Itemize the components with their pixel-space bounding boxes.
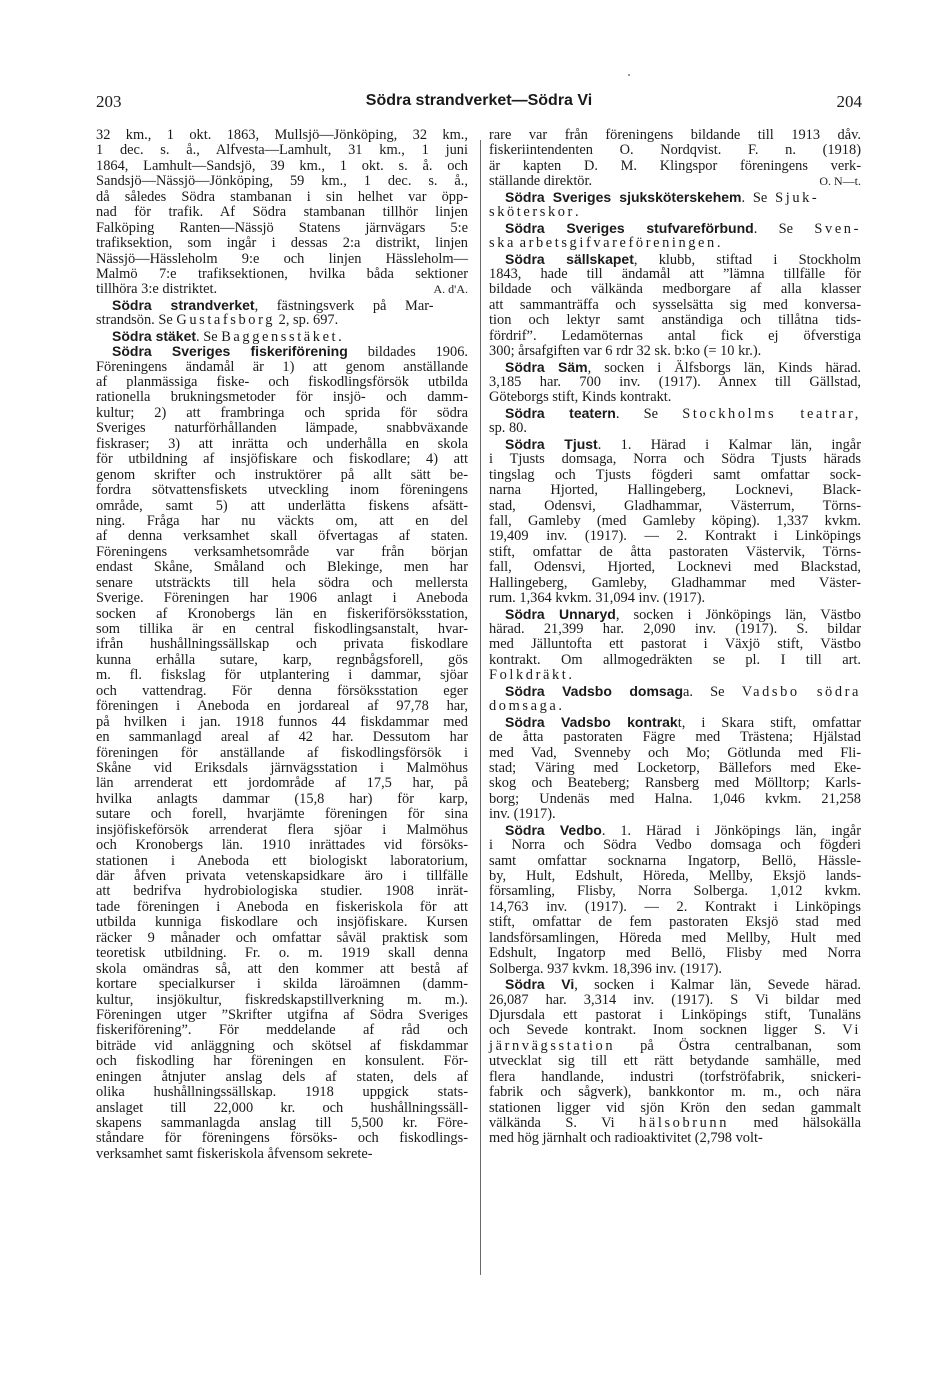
- right-column-text-line: rum. 1,364 kvkm. 31,094 inv. (1917).: [489, 590, 706, 607]
- page-header: [96, 92, 862, 118]
- page-number-left: 203: [96, 92, 122, 111]
- left-column-text-line: kortare specialkurser i skilda läroämnen (damm-: [96, 976, 468, 993]
- right-column-text-line: med hög järnhalt och radioaktivitet (2,798 volt-: [489, 1130, 763, 1147]
- left-column-text-line: Malmö 7:e trafiksektionen, hvilka båda sektioner: [96, 265, 468, 282]
- left-column-text-line: tade föreningen i Aneboda en fiskeriskola för att: [96, 898, 468, 915]
- left-column-text-line: Föreningens verksamhetsområde var från början: [96, 543, 468, 560]
- left-column-text-line: sutare och forell, hvarjämte föreningen för sina: [96, 806, 468, 823]
- left-column-text-line: m. fl. fiskslag för utplantering i dammar, sjöar: [96, 667, 468, 684]
- right-column-text-line: Södra Vi, socken i Kalmar län, Sevede härad.: [505, 976, 861, 994]
- right-column-text-line: sp. 80.: [489, 420, 527, 437]
- right-column-text-line: Hallingeberg, Gamleby, Gladhammar med Väster-: [489, 574, 861, 591]
- right-column-text-line: stift, omfattar de åtta pastoraten Västervik, Törns-: [489, 543, 861, 560]
- right-column-text-line: Edshult, Ingatorp med Bellö, Flisby med Norra: [489, 945, 861, 962]
- right-column-text-line: Södra Vadsbo domsaga. Se Vadsbo södra: [505, 682, 861, 700]
- left-column-text-line: tillhöra 3:e distriktet. A. d'A.: [96, 281, 468, 298]
- left-column-text-line: skapens sammanlagda anslag till 5,500 kr. Före-: [96, 1115, 468, 1131]
- left-column-text-line: anslaget till 22,000 kr. och hushållningssäll-: [96, 1099, 468, 1116]
- cross-reference: domsaga: [489, 698, 559, 715]
- right-column-text-line: Djursdala ett pastorat i Linköpings stift, Tunaläns: [489, 1006, 861, 1023]
- left-column-text-line: fiskraser; 3) att inrätta och underhålla en skola: [96, 435, 468, 452]
- right-column-text-line: 26,087 har. 3,314 inv. (1917). S Vi bildar med: [489, 991, 861, 1008]
- left-column-text-line: hvilka anlagts dammar (15,8 har) för karp,: [96, 790, 468, 807]
- right-column-text-line: fall, Gamleby (med Gamleby köping). 1,337 kvkm.: [489, 512, 861, 529]
- left-column-text-line: och Kronobergs län. 1910 inrättades vid försöks-: [96, 837, 468, 854]
- left-column-text-line: ifrån hushållningssällskap och privata fiskodlare: [96, 636, 468, 653]
- left-column-text-line: Föreningens ändamål är 1) att genom anställande: [96, 358, 468, 375]
- cross-reference: Folkdräkt: [489, 667, 569, 684]
- left-column-text-line: som tillika är en central fiskodlingsanstalt, hvar-: [96, 621, 468, 637]
- left-column-text-line: strandsön. Se Gustafsborg 2, sp. 697.: [96, 312, 339, 329]
- left-column-text-line: verksamhet samt fiskeriskola åfvensom sekrete-: [96, 1145, 373, 1162]
- left-column-text-line: kultur; 2) att frambringa och sprida för södra: [96, 404, 468, 421]
- right-column-text-line: domsaga.: [489, 698, 562, 715]
- right-column-text-line: Solberga. 937 kvkm. 18,396 inv. (1917).: [489, 960, 723, 977]
- right-column-text-line: ställande direktör. O. N—t.: [489, 173, 861, 190]
- print-speck: [628, 74, 630, 76]
- entry-headword: Södra strandverket: [112, 296, 255, 313]
- entry-headword: Södra stäket: [112, 327, 197, 344]
- left-column-text-line: fiskeriförening”. För meddelande af råd och: [96, 1022, 468, 1039]
- right-text-column: [489, 128, 861, 1147]
- left-column-text-line: Sveriges naturförhållanden lämpade, snabbväxande: [96, 420, 468, 437]
- right-column-text-line: 14,763 inv. (1917). — 2. Kontrakt i Linköpings: [489, 898, 861, 915]
- right-column-text-line: flera handlande, industri (torfströfabrik, snickeri-: [489, 1068, 861, 1085]
- left-column-text-line: biträde vid anläggning och skötsel af fiskdammar: [96, 1037, 468, 1054]
- right-column-text-line: Södra Vedbo. 1. Härad i Jönköpings län, ingår: [505, 821, 861, 839]
- right-column-text-line: borg; Undenäs med Halna. 1,046 kvkm. 21,258: [489, 790, 861, 807]
- right-column-text-line: och Sevede kontrakt. Inom socknen ligger S. Vi: [489, 1022, 861, 1039]
- right-column-text-line: Södra teatern. Se Stockholms teatrar,: [505, 404, 861, 422]
- left-column-text-line: Sverige. Föreningen har 1906 anlagt i Aneboda: [96, 590, 468, 607]
- left-column-text-line: ståndare för föreningens försöks- och fiskodlings-: [96, 1130, 468, 1147]
- right-column-text-line: härad. 21,399 har. 2,090 inv. (1917). S. bildar: [489, 621, 861, 637]
- left-column-text-line: en sammanlagd areal af 42 har. Dessutom har: [96, 729, 468, 746]
- right-column-text-line: rare var från föreningens bildande till 1913 dåv.: [489, 127, 861, 143]
- left-column-text-line: senare utsträckts till hela södra och mellersta: [96, 574, 468, 591]
- right-column-text-line: landsförsamlingen, Höreda med Mellby, Hult med: [489, 929, 861, 946]
- left-column-text-line: fordra sötvattensfiskets utveckling inom föreningens: [96, 482, 468, 499]
- page-number-right: 204: [836, 92, 862, 111]
- right-column-text-line: i Tjusts domsaga, Norra och Södra Tjusts härads: [489, 451, 861, 468]
- left-column-text-line: där åfven privata vetenskapsidkare äro i tillfälle: [96, 868, 468, 884]
- left-column-text-line: insjöfiskeförsök arrenderat flera sjöar i Malmöhus: [96, 821, 468, 838]
- right-column-text-line: att sammanträffa och sysselsätta sig med konversa-: [489, 296, 861, 313]
- right-column-text-line: fall, Odensvi, Hjorted, Locknevi med Blackstad,: [489, 559, 861, 576]
- right-column-text-line: bildade och välkända medborgare af alla klasser: [489, 281, 861, 298]
- right-column-text-line: stad; Väring med Locketorp, Bällefors med Eke-: [489, 759, 861, 776]
- right-column-text-line: samt omfattar socknarna Ingatorp, Bellö, Hässle-: [489, 852, 861, 869]
- right-column-text-line: fiskeriintendenten O. Nordqvist. F. n. (1918): [489, 142, 861, 159]
- left-column-text-line: af planmässiga fiske- och fiskodlingsförsök utbilda: [96, 374, 468, 390]
- left-column-text-line: och fiskodling har föreningen en konsulent. För-: [96, 1053, 468, 1070]
- entry-headword: Södra Vi: [505, 976, 575, 993]
- left-column-text-line: nad för trafik. Af Södra stambanan tillhör linjen: [96, 204, 468, 221]
- right-column-text-line: församling, Flisby, Norra Solberga. 1,012 kvkm.: [489, 883, 861, 900]
- left-column-text-line: Södra stäket. Se Baggensstäket.: [112, 327, 342, 345]
- left-column-text-line: att bedrifva hydrobiologiska studier. 1908 inrät-: [96, 883, 468, 900]
- left-column-text-line: 1864, Lamhult—Sandsjö, 39 km., 1 okt. s. å. och: [96, 157, 468, 174]
- left-column-text-line: genom skrifter och instruktörer på allt sätt be-: [96, 466, 468, 483]
- right-column-text-line: 3,185 har. 700 inv. (1917). Annex till Gällstad,: [489, 374, 861, 390]
- cross-reference: Vi: [842, 1022, 861, 1039]
- cross-reference: Baggensstäket: [221, 328, 339, 345]
- left-column-text-line: Södra Sveriges fiskeriförening bildades 1906.: [112, 343, 468, 361]
- right-column-text-line: Södra Sveriges stufvareförbund. Se Sven-: [505, 219, 861, 237]
- right-column-text-line: Södra Tjust. 1. Härad i Kalmar län, ingår: [505, 435, 861, 453]
- left-column-text-line: Falköping Ranten—Nässjö Statens järnvägars 5:e: [96, 219, 468, 236]
- right-column-text-line: Södra Säm, socken i Älfsborgs län, Kinds härad.: [505, 358, 862, 376]
- entry-headword: Södra Unnaryd: [505, 605, 616, 622]
- entry-headword: Södra teatern: [505, 404, 616, 421]
- entry-headword: Södra Vadsbo domsag: [505, 682, 684, 699]
- right-column-text-line: Södra Unnaryd, socken i Jönköpings län, Västbo: [505, 605, 861, 623]
- cross-reference: södra: [816, 683, 861, 700]
- left-column-text-line: stationen i Aneboda ett biologiskt laboratorium,: [96, 852, 468, 869]
- right-column-text-line: är kapten D. M. Klingspor föreningens verk-: [489, 157, 861, 174]
- right-column-text-line: tingslag och Tjusts fögderi samt omfattar sock-: [489, 466, 861, 483]
- right-column-text-line: Södra sällskapet, klubb, stiftad i Stockholm: [505, 250, 861, 268]
- left-column-text-line: för utbildning af insjöfiskare och fiskodlare; 4) att: [96, 451, 468, 468]
- right-column-text-line: narna Hjorted, Hallingeberg, Locknevi, Black-: [489, 482, 861, 499]
- entry-headword: Södra Vedbo: [505, 821, 602, 838]
- right-column-text-line: stift, omfattar de fem pastoraten Eksjö stad med: [489, 914, 861, 931]
- cross-reference: ska: [489, 235, 516, 252]
- left-column-text-line: kunna erhålla sutare, karp, regnbågsforell, gös: [96, 651, 468, 668]
- left-column-text-line: Sandsjö—Nässjö—Jönköping, 59 km., 1 dec. s. å.,: [96, 173, 468, 190]
- cross-reference: arbetsgifvareföreningen: [519, 235, 717, 252]
- left-column-text-line: trafiksektion, som ingår i dessas 2:a distrikt, linjen: [96, 235, 468, 252]
- right-column-text-line: Göteborgs stift, Kinds kontrakt.: [489, 389, 672, 406]
- left-column-text-line: Föreningen utger ”Skrifter utgifna af Södra Sveriges: [96, 1006, 468, 1023]
- left-column-text-line: föreningen för anställande af fiskodlingsförsök i: [96, 744, 468, 761]
- right-column-text-line: fördrif”. Ledamöternas antal fick ej öfverstiga: [489, 327, 861, 344]
- column-divider: [480, 140, 481, 1275]
- entry-headword: Södra Tjust: [505, 435, 598, 452]
- left-column-text-line: län arrenderat ett jordområde af 17,5 har, på: [96, 775, 468, 792]
- right-column-text-line: inv. (1917).: [489, 806, 556, 823]
- left-column-text-line: olika hushållningssällskap. 1918 uppgick stats-: [96, 1084, 468, 1101]
- left-column-text-line: skola omändras så, att den kommer att bestå af: [96, 960, 468, 977]
- left-text-column: [96, 128, 468, 1162]
- left-column-text-line: Nässjö—Hässleholm 9:e och linjen Hässleholm—: [96, 250, 468, 267]
- entry-headword: Södra Vadsbo kontrak: [505, 713, 678, 730]
- entry-headword: Södra Sveriges fiskeriförening: [112, 343, 348, 360]
- right-column-text-line: 300; årsafgiften var 6 rdr 32 sk. b:ko (= 10 kr.).: [489, 343, 762, 360]
- left-column-text-line: område, samt 5) att underlätta fiskens afsätt-: [96, 497, 468, 514]
- right-column-text-line: kontrakt. Om allmogedräkten se pl. I till art.: [489, 651, 861, 668]
- left-column-text-line: ning. Fråga har nu väckts om, att en del: [96, 512, 468, 529]
- left-column-text-line: eningen åtnjuter anslag dels af staten, dels af: [96, 1068, 468, 1085]
- left-column-text-line: 1 dec. s. å., Alfvesta—Lamhult, 31 km., 1 juni: [96, 142, 468, 159]
- cross-reference: Gustafsborg: [176, 312, 276, 329]
- right-column-text-line: stad, Odensvi, Gladhammar, Västerrum, Törns-: [489, 497, 861, 514]
- left-column-text-line: af denna verksamhet skall öfvertagas af staten.: [96, 528, 468, 545]
- right-column-text-line: fabrik och sågverk), bankkontor m. m., och nära: [489, 1084, 861, 1101]
- cross-reference: Sjuk-: [775, 189, 820, 206]
- entry-headword: Södra sällskapet: [505, 250, 634, 267]
- author-signature: A. d'A.: [433, 282, 468, 297]
- left-column-text-line: endast Skåne, Småland och Blekinge, men har: [96, 559, 468, 576]
- left-column-text-line: kultur, insjökultur, fiskredskapstillverkning m. m.).: [96, 991, 468, 1008]
- running-title: Södra strandverket—Södra Vi: [365, 92, 593, 109]
- right-column-text-line: sköterskor.: [489, 204, 579, 221]
- cross-reference: Vadsbo: [741, 683, 800, 700]
- left-column-text-line: teoretisk utbildning. Fr. o. m. 1919 skall denna: [96, 945, 468, 962]
- entry-headword: Södra Sveriges sjuksköterskehem: [505, 188, 742, 205]
- left-column-text-line: socken af Kronobergs län en fiskeriförsöksstation,: [96, 605, 468, 622]
- right-column-text-line: 19,409 inv. (1917). — 2. Kontrakt i Linköpings: [489, 528, 861, 545]
- cross-reference: sköterskor: [489, 204, 575, 221]
- left-column-text-line: Södra strandverket, fästningsverk på Mar-: [112, 296, 434, 314]
- right-column-text-line: Södra Sveriges sjuksköterskehem. Se Sjuk-: [505, 188, 820, 206]
- right-column-text-line: med Jälluntofta ett pastorat i Växjö stift, Västbo: [489, 636, 861, 653]
- cross-reference: Stockholms: [682, 405, 777, 422]
- right-column-text-line: ska arbetsgifvareföreningen.: [489, 235, 721, 252]
- left-column-text-line: och vattendrag. För denna försöksstation eger: [96, 682, 468, 699]
- right-column-text-line: Folkdräkt.: [489, 667, 572, 684]
- left-column-text-line: räcker 9 månader och omfattar såväl praktisk som: [96, 929, 468, 946]
- left-column-text-line: Skåne vid Eriksdals järnvägsstation i Malmöhus: [96, 759, 468, 776]
- right-column-text-line: tion och lektyr samt anständiga och tillåtna tids-: [489, 312, 861, 329]
- left-column-text-line: utbilda kunniga fiskodlare och insjöfiskare. Kursen: [96, 914, 468, 931]
- right-column-text-line: utvecklat sig till ett rätt betydande samhälle, med: [489, 1053, 861, 1070]
- right-column-text-line: skog och Beateberg; Ransberg med Mölltorp; Karls-: [489, 775, 861, 792]
- author-signature: O. N—t.: [819, 174, 861, 189]
- right-column-text-line: by, Hult, Edshult, Höreda, Mellby, Eksjö lands-: [489, 868, 861, 884]
- right-column-text-line: i Norra och Södra Vedbo domsaga och fögderi: [489, 837, 861, 854]
- right-column-text-line: de åtta pastoraten Fägre med Trästena; Hjälstad: [489, 729, 861, 746]
- right-column-text-line: välkända S. Vi hälsobrunn med hälsokälla: [489, 1115, 861, 1131]
- right-column-text-line: järnvägsstation på Östra centralbanan, som: [489, 1037, 861, 1054]
- right-column-text-line: med Vad, Svenneby och Mo; Götlunda med Fli-: [489, 744, 861, 761]
- left-column-text-line: då således Södra stambanan i sin helhet var öpp-: [96, 188, 468, 205]
- cross-reference: teatrar,: [800, 405, 861, 422]
- cross-reference: Sven-: [814, 220, 861, 237]
- left-column-text-line: rationella brukningsmetoder för insjö- och damm-: [96, 389, 468, 406]
- left-column-text-line: 32 km., 1 okt. 1863, Mullsjö—Jönköping, 32 km.,: [96, 127, 468, 143]
- left-column-text-line: föreningen i Aneboda en jordareal af 97,78 har,: [96, 698, 468, 715]
- entry-headword: Södra Säm: [505, 358, 588, 375]
- left-column-text-line: på hvilken i jan. 1918 funnos 44 fiskdammar med: [96, 713, 468, 730]
- right-column-text-line: Södra Vadsbo kontrakt, i Skara stift, omfattar: [505, 713, 861, 731]
- cross-reference: järnvägsstation: [489, 1037, 616, 1054]
- entry-headword: Södra Sveriges stufvareförbund: [505, 219, 754, 236]
- right-column-text-line: 1843, hade till ändamål att ”lämna tillfälle för: [489, 265, 861, 282]
- right-column-text-line: stationen ligger vid sjön Krön den sedan gammalt: [489, 1099, 861, 1116]
- cross-reference: hälsobrunn: [639, 1115, 730, 1131]
